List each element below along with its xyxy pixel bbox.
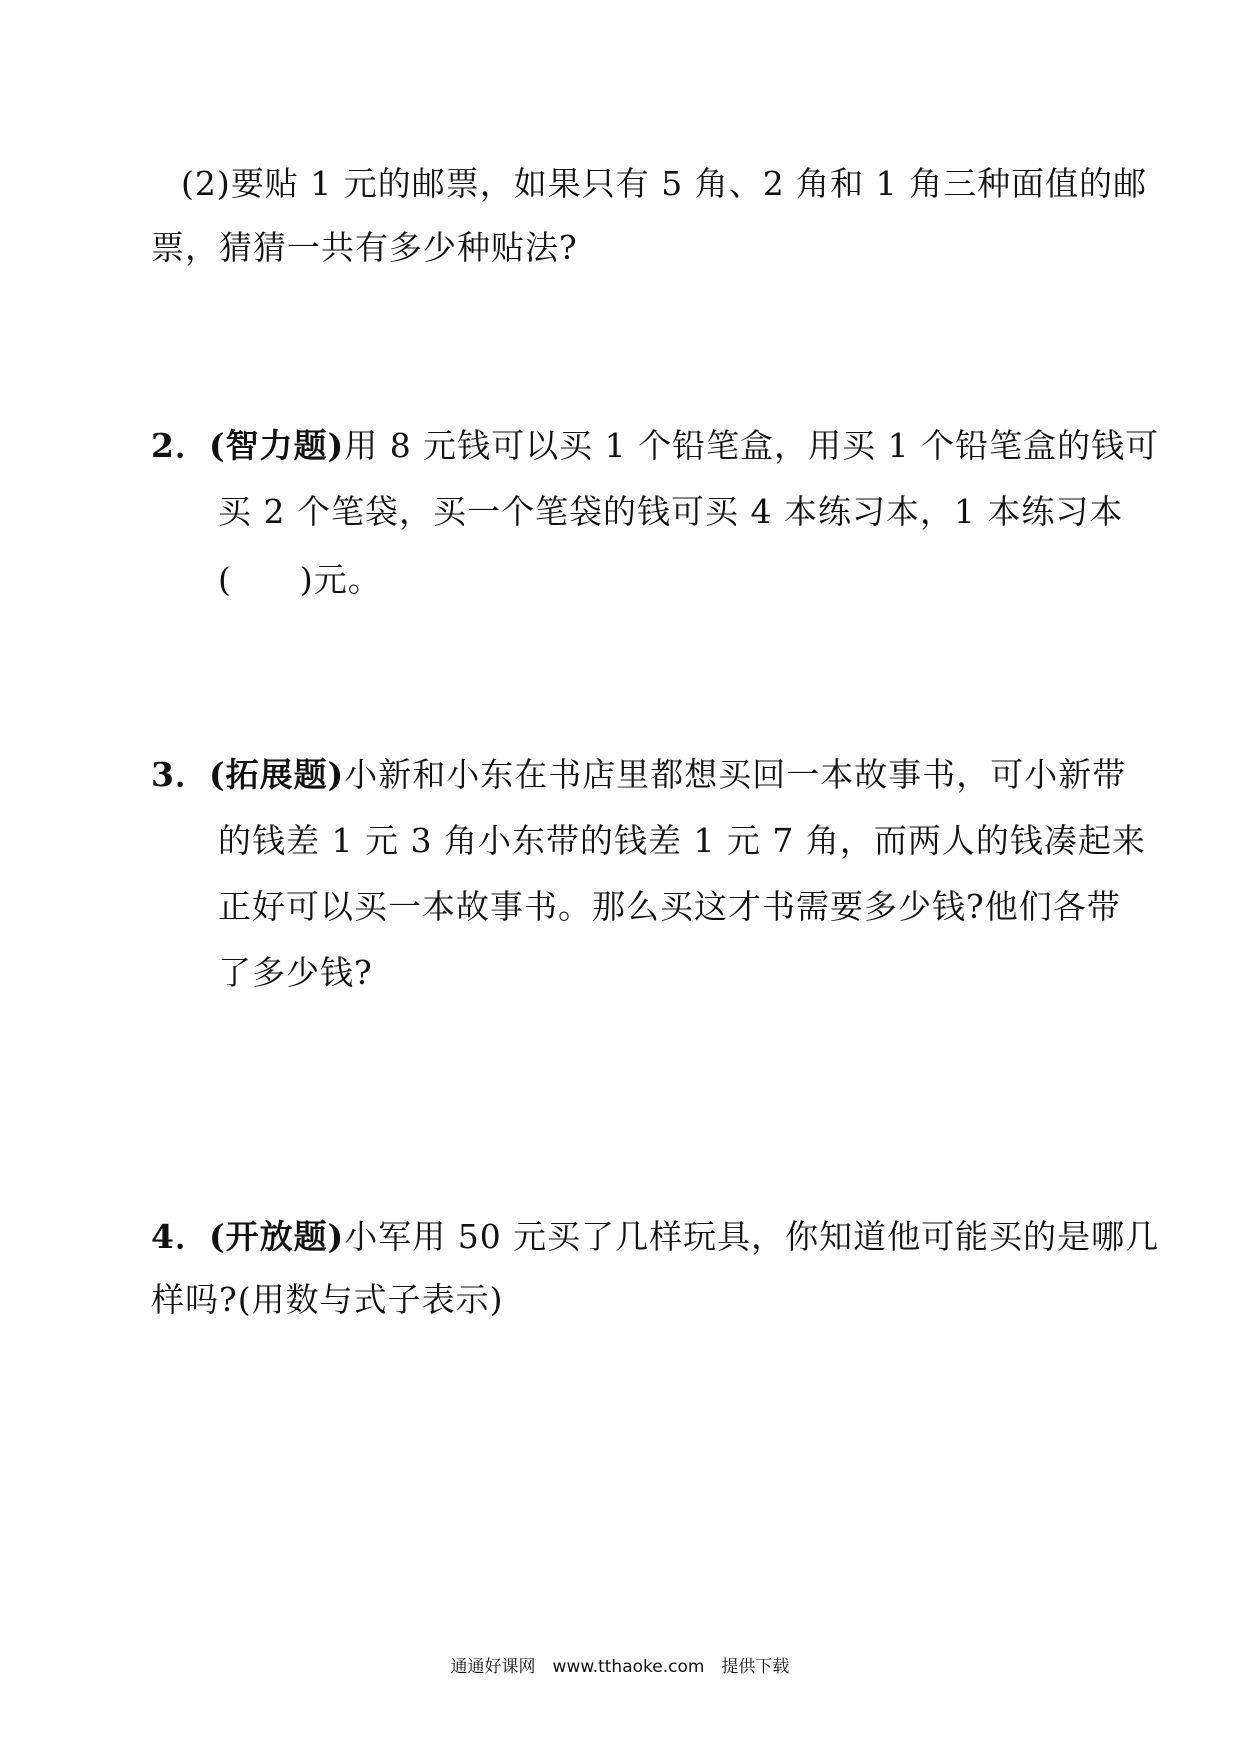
problem-2-line-2: 买 2 个笔袋，买一个笔袋的钱可买 4 本练习本，1 本练习本 <box>218 492 1124 531</box>
problem-4-number: 4． <box>151 1217 209 1256</box>
problem-3-line-1 <box>151 755 1127 794</box>
problem-3-tag: (拓展题) <box>208 755 345 794</box>
problem-3-text-1: 小新和小东在书店里都想买回一本故事书，可小新带 <box>344 755 1127 794</box>
problem-1-2-line-2: 票，猜猜一共有多少种贴法? <box>151 228 578 267</box>
problem-4-line-1 <box>151 1217 1160 1256</box>
problem-2-number: 2． <box>151 426 209 465</box>
problem-2-text-1: 用 8 元钱可以买 1 个铅笔盒，用买 1 个铅笔盒的钱可 <box>344 426 1160 465</box>
problem-4-text-1: 小军用 50 元买了几样玩具，你知道他可能买的是哪几 <box>344 1217 1160 1256</box>
problem-3-line-3: 正好可以买一本故事书。那么买这才书需要多少钱?他们各带 <box>218 887 1121 926</box>
problem-3-number: 3． <box>151 755 209 794</box>
problem-2-tag: (智力题) <box>208 426 345 465</box>
problem-3-line-4: 了多少钱? <box>218 953 373 992</box>
problem-4-tag: (开放题) <box>208 1217 345 1256</box>
problem-2-line-3: ( )元。 <box>218 560 382 599</box>
problem-2-line-1 <box>151 426 1160 465</box>
problem-1-2-line-1: (2)要贴 1 元的邮票，如果只有 5 角、2 角和 1 角三种面值的邮 <box>181 164 1148 203</box>
page-footer: 通通好课网 www.tthaoke.com 提供下载 <box>450 1657 790 1677</box>
problem-4-line-2: 样吗?(用数与式子表示) <box>151 1280 504 1319</box>
problem-3-line-2: 的钱差 1 元 3 角小东带的钱差 1 元 7 角，而两人的钱凑起来 <box>218 821 1146 860</box>
